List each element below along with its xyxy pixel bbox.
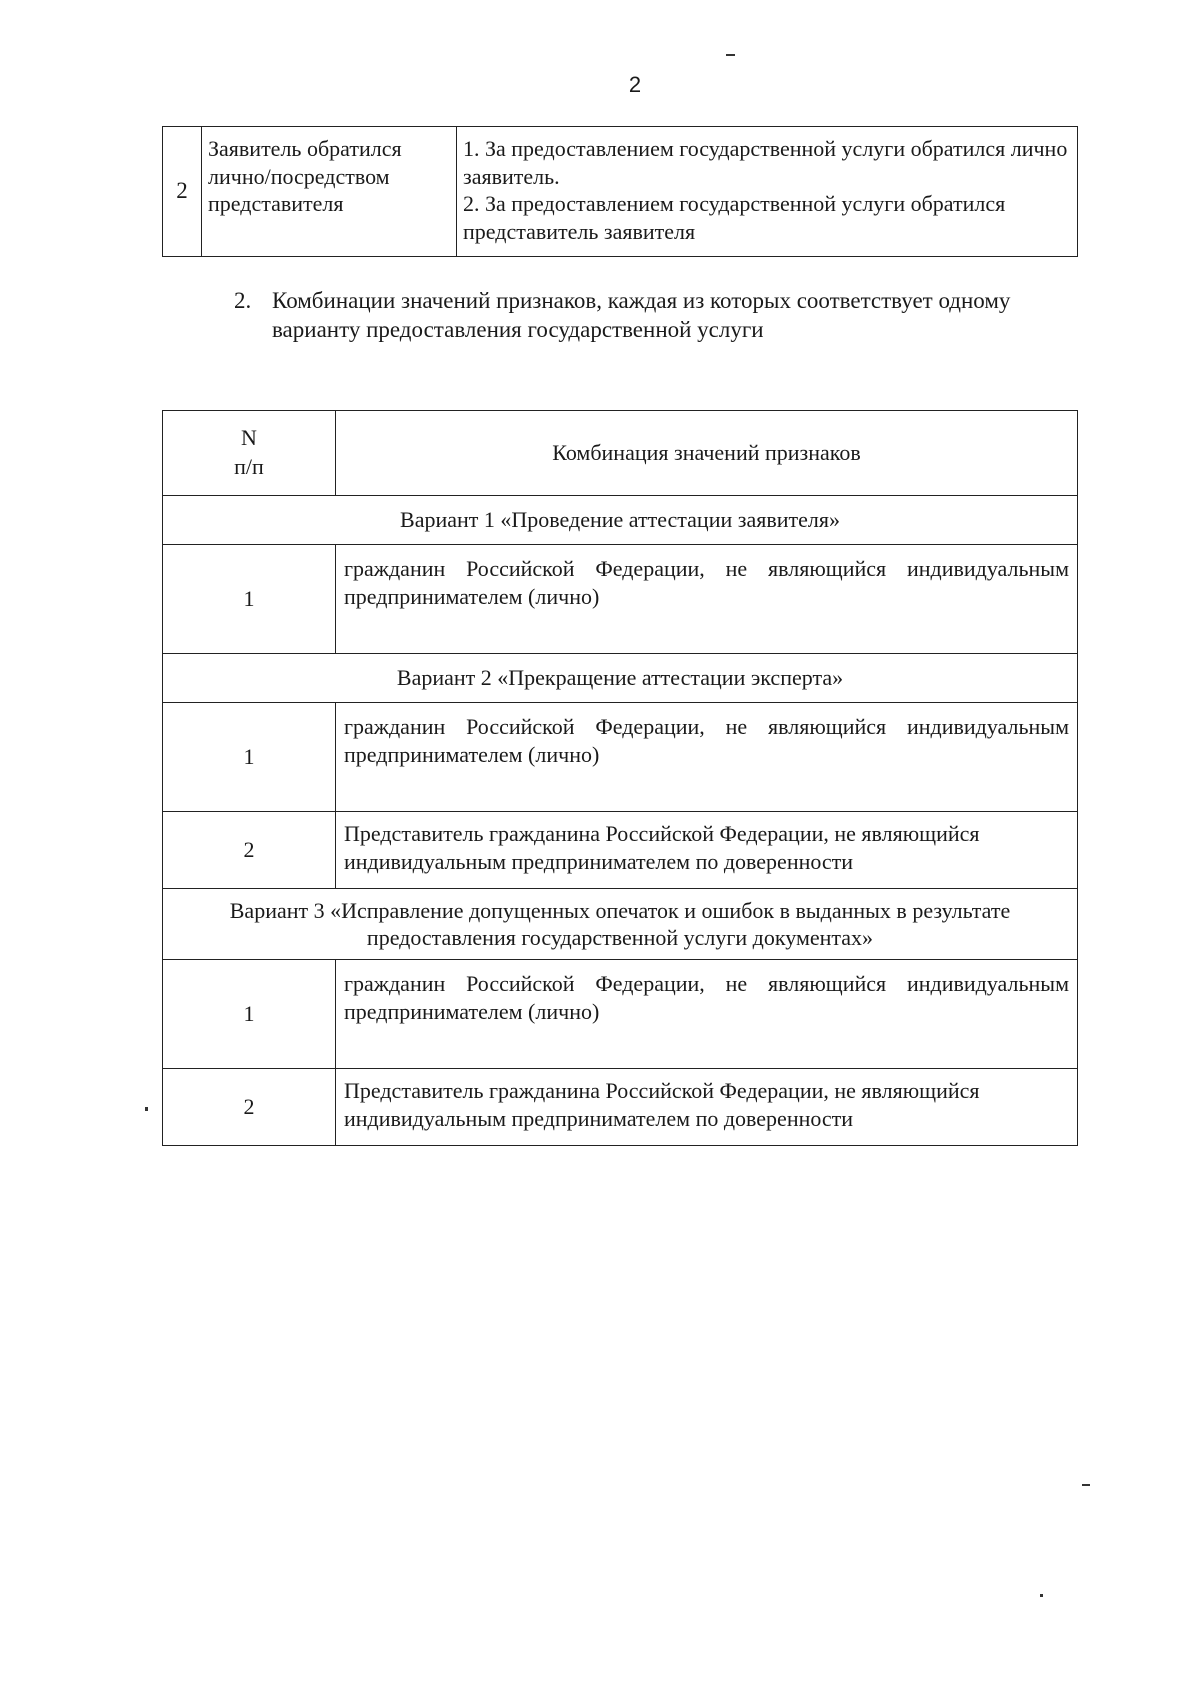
- criteria-value: 2. За предоставлением государственной услуги обратился представитель заявителя: [463, 191, 1006, 244]
- scan-mark: [1082, 1484, 1090, 1486]
- table-row: [163, 960, 1078, 1069]
- table-row: [163, 127, 1078, 257]
- criteria-values: [457, 127, 1078, 257]
- scan-mark: [1040, 1594, 1043, 1597]
- table-row: [163, 703, 1078, 812]
- row-text: Представитель гражданина Российской Федерации, не являющийся индивидуальным предпринимателем по доверенности: [336, 812, 1078, 889]
- header-title: Комбинация значений признаков: [336, 411, 1078, 496]
- variant-row: [163, 889, 1078, 960]
- row-number: 1: [163, 545, 336, 654]
- table-row: [163, 545, 1078, 654]
- table-row: [163, 812, 1078, 889]
- row-number: 1: [163, 960, 336, 1069]
- combination-table: [162, 410, 1078, 1146]
- row-text: гражданин Российской Федерации, не являющийся индивидуальным предпринимателем (лично): [336, 960, 1078, 1069]
- header-num-line2: п/п: [234, 454, 264, 479]
- variant-row: [163, 496, 1078, 545]
- page-number: 2: [628, 72, 642, 97]
- header-number-column: [163, 411, 336, 496]
- row-text: гражданин Российской Федерации, не являющийся индивидуальным предпринимателем (лично): [336, 545, 1078, 654]
- variant-title: Вариант 2 «Прекращение аттестации эксперта»: [163, 654, 1078, 703]
- row-number: 2: [163, 812, 336, 889]
- table-row: [163, 1069, 1078, 1146]
- row-number: 1: [163, 703, 336, 812]
- variant-row: [163, 654, 1078, 703]
- criteria-value: 1. За предоставлением государственной услуги обратился лично заявитель.: [463, 136, 1068, 189]
- header-num-line1: N: [241, 425, 257, 451]
- variant-title: Вариант 1 «Проведение аттестации заявителя»: [163, 496, 1078, 545]
- table-header-row: [163, 411, 1078, 496]
- section-marker: 2.: [234, 288, 252, 313]
- row-number: 2: [163, 1069, 336, 1146]
- section-heading: [234, 286, 1094, 345]
- criteria-row-number: 2: [163, 127, 202, 257]
- variant-title: Вариант 3 «Исправление допущенных опечаток и ошибок в выданных в результате предоставления государственной услуги документах»: [163, 889, 1078, 960]
- criteria-table: [162, 126, 1078, 257]
- section-text: Комбинации значений признаков, каждая из которых соответствует одному варианту предоставления государственной услуги: [272, 288, 1011, 343]
- row-text: гражданин Российской Федерации, не являющийся индивидуальным предпринимателем (лично): [336, 703, 1078, 812]
- scan-mark: [145, 1107, 148, 1111]
- row-text: Представитель гражданина Российской Федерации, не являющийся индивидуальным предпринимателем по доверенности: [336, 1069, 1078, 1146]
- scan-mark: [726, 54, 735, 56]
- criteria-name: Заявитель обратился лично/посредством представителя: [202, 127, 457, 257]
